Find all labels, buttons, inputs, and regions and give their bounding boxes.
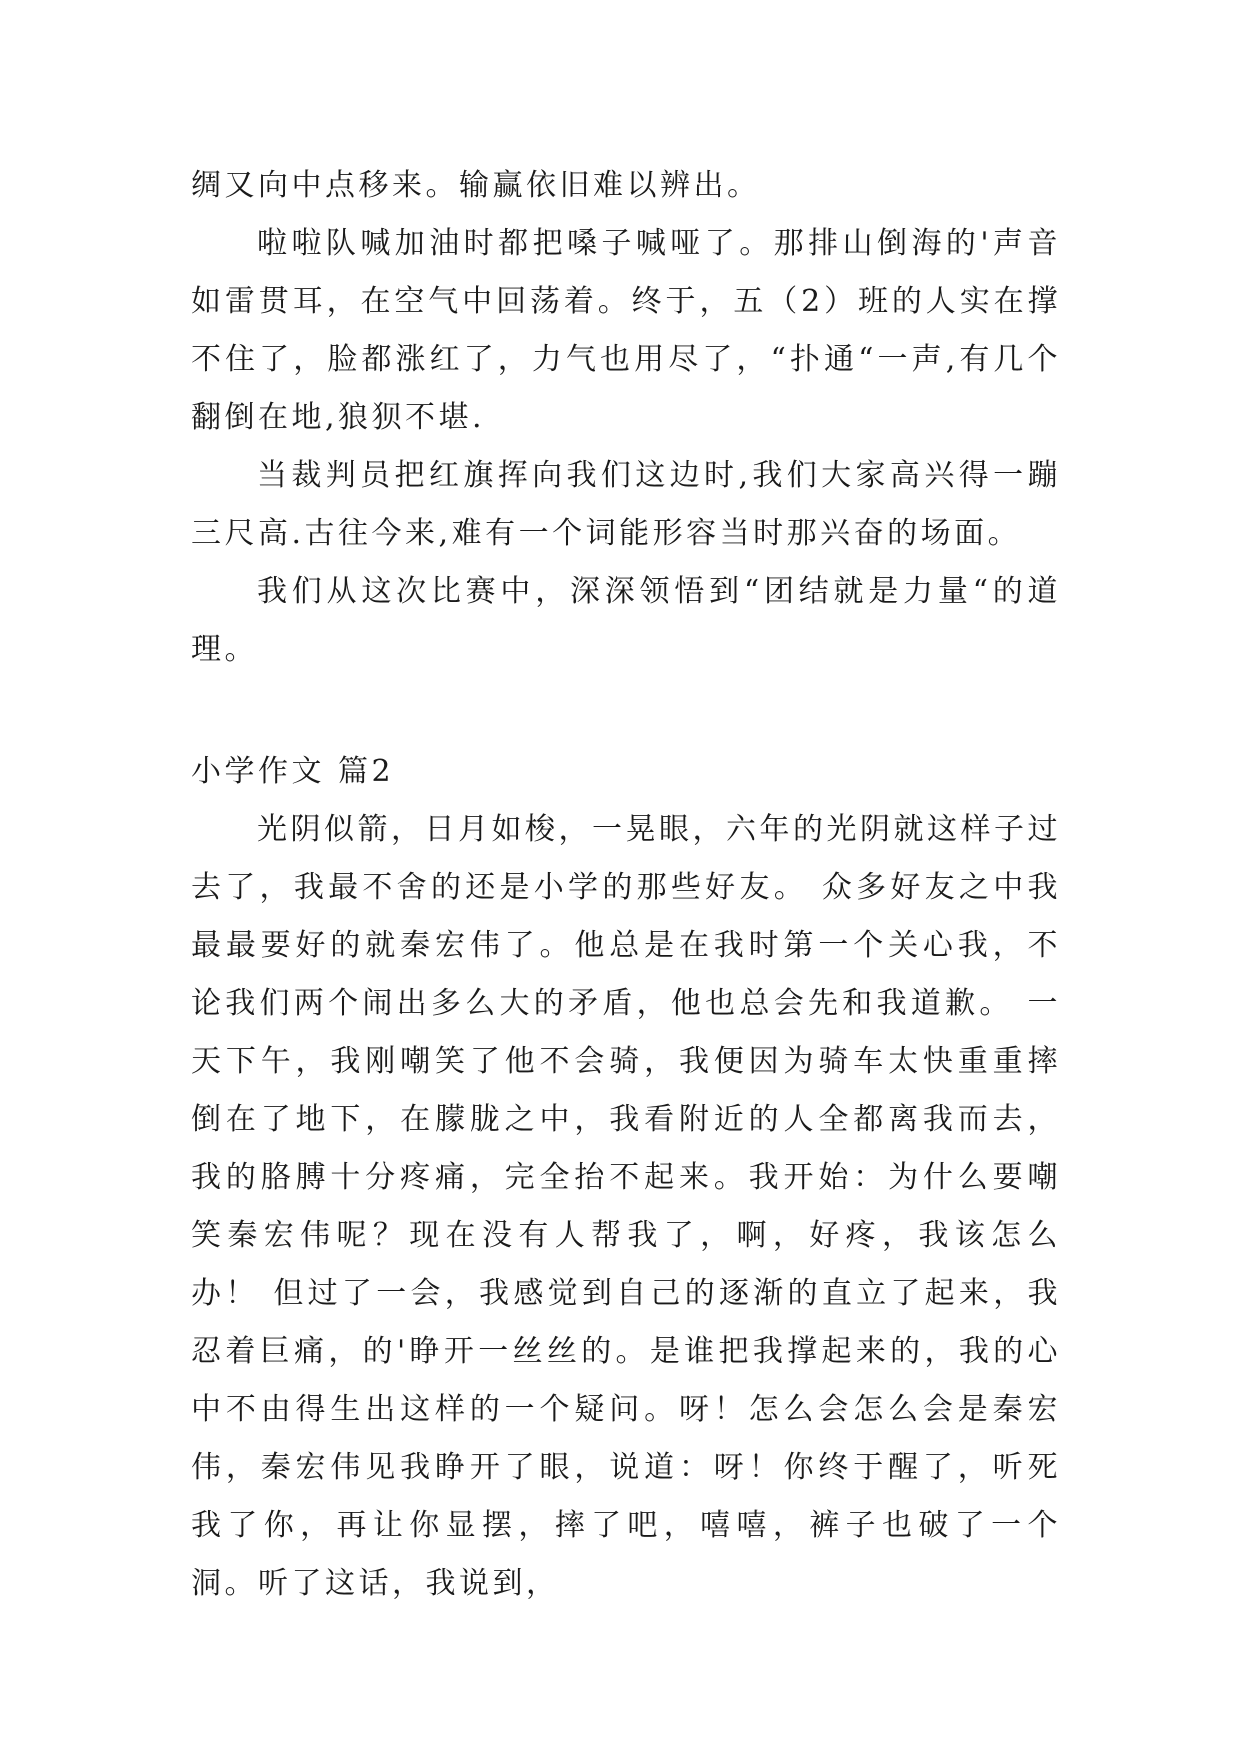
- section-title: 小学作文 篇2: [191, 754, 395, 789]
- essay-2-body: [191, 801, 1061, 1613]
- essay-paragraph: 光阴似箭，日月如梭，一晃眼，六年的光阴就这样子过去了，我最不舍的还是小学的那些好友。 众多好友之中我最最要好的就秦宏伟了。他总是在我时第一个关心我，不论我们两个闹出多么大的矛盾，他也总会先和我道歉。 一天下午，我刚嘲笑了他不会骑，我便因为骑车太快重重摔倒在了地下，在朦胧之中，我看附近的人全都离我而去，我的胳膊十分疼痛，完全抬不起来。我开始：为什么要嘲笑秦宏伟呢？现在没有人帮我了，啊，好疼，我该怎么办！ 但过了一会，我感觉到自己的逐渐的直立了起来，我忍着巨痛，的'睁开一丝丝的。是谁把我撑起来的，我的心中不由得生出这样的一个疑问。呀！怎么会怎么会是秦宏伟，秦宏伟见我睁开了眼，说道：呀！你终于醒了，听死我了你，再让你显摆，摔了吧，嘻嘻，裤子也破了一个洞。听了这话，我说到，: [191, 812, 1061, 1601]
- essay-paragraph: 我们从这次比赛中，深深领悟到“团结就是力量“的道理。: [191, 574, 1061, 667]
- essay-paragraph: 当裁判员把红旗挥向我们这边时,我们大家高兴得一蹦三尺高.古往今来,难有一个词能形容当时那兴奋的场面。: [191, 458, 1061, 551]
- essay-paragraph: 绸又向中点移来。输赢依旧难以辨出。: [191, 168, 761, 203]
- essay-1-continuation: [191, 157, 1061, 679]
- essay-paragraph: 啦啦队喊加油时都把嗓子喊哑了。那排山倒海的'声音如雷贯耳，在空气中回荡着。终于，五（2）班的人实在撑不住了，脸都涨红了，力气也用尽了，“扑通“一声,有几个翻倒在地,狼狈不堪.: [191, 226, 1061, 435]
